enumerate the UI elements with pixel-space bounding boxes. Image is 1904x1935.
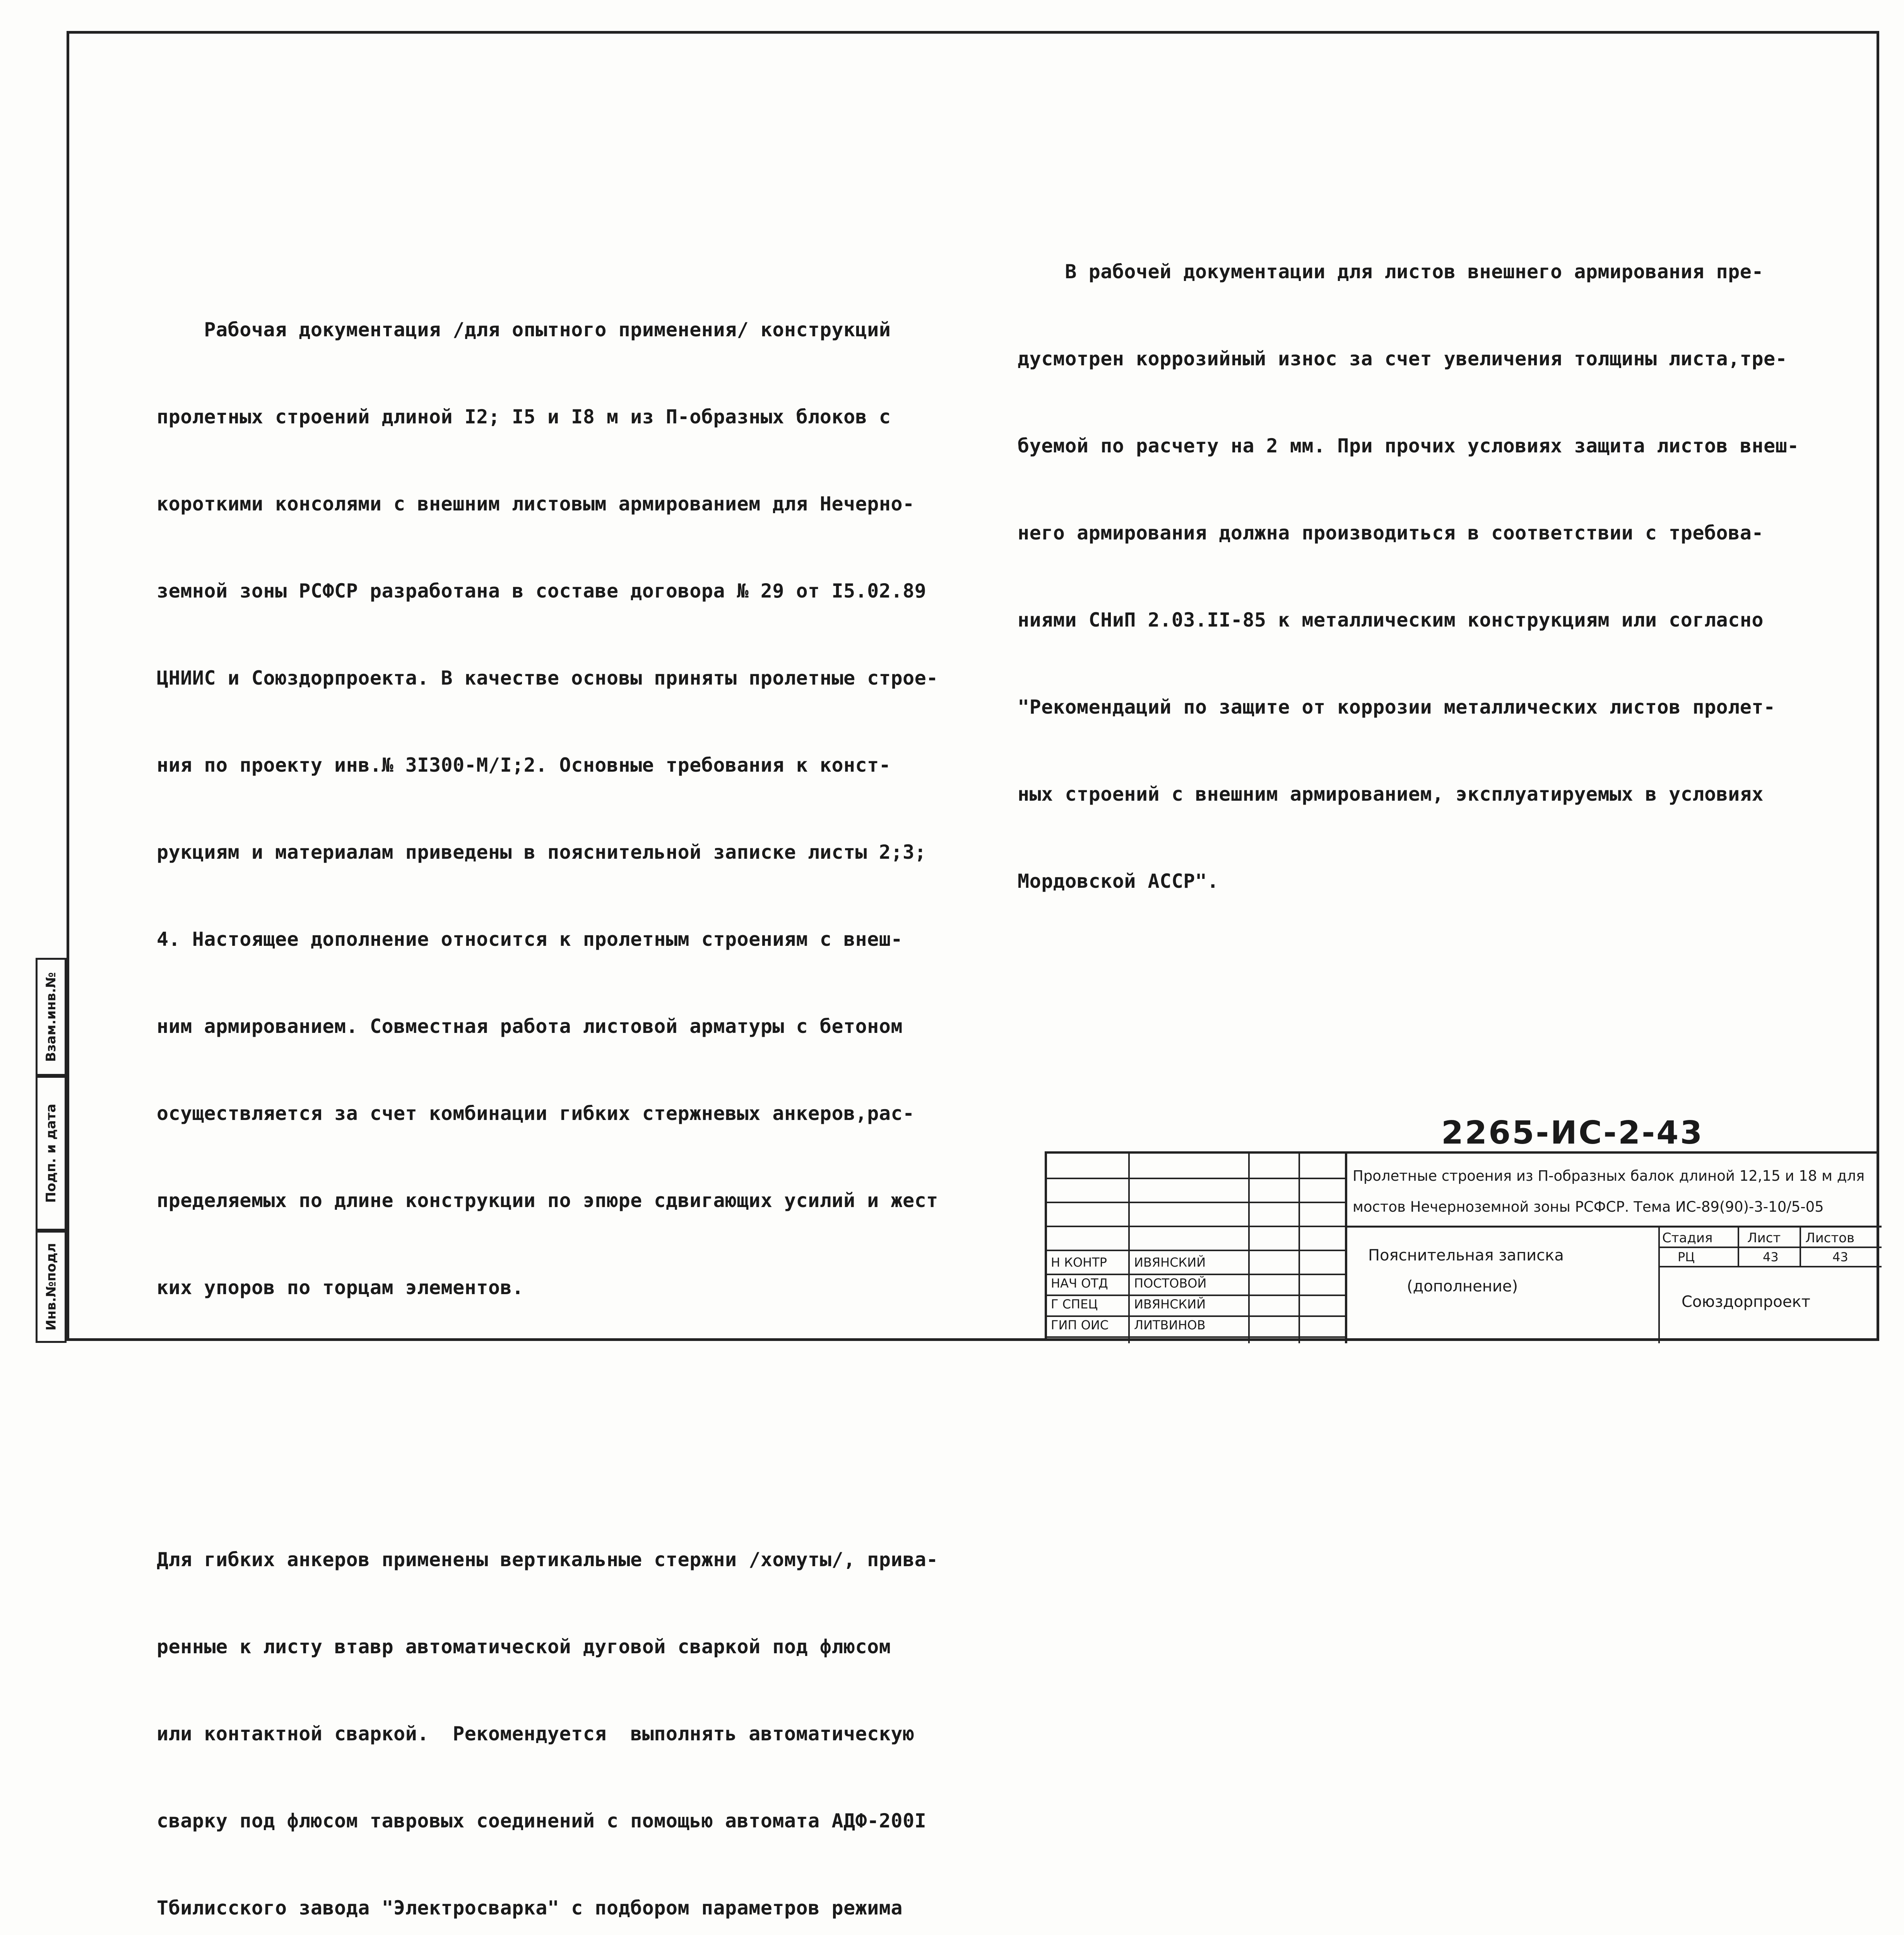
side-stamp-inventory bbox=[36, 1231, 67, 1343]
side-stamp-label: Инв.№подл bbox=[43, 1243, 59, 1331]
text-line: ЦНИИС и Союздорпроекта. В качестве основы приняты пролетные строе- bbox=[157, 667, 938, 689]
text-line: сварку под флюсом тавровых соединений с помощью автомата АДФ-200I bbox=[157, 1810, 927, 1832]
sheets-value: 43 bbox=[1832, 1250, 1848, 1264]
text-line: буемой по расчету на 2 мм. При прочих условиях защита листов внеш- bbox=[1018, 435, 1799, 457]
person-name: ЛИТВИНОВ bbox=[1134, 1318, 1206, 1332]
paragraph-1 bbox=[157, 257, 938, 1360]
role-label: Н КОНТР bbox=[1051, 1255, 1107, 1270]
side-stamp-replacement bbox=[36, 958, 67, 1076]
text-line: ренные к листу втавр автоматической дуговой сваркой под флюсом bbox=[157, 1635, 891, 1658]
paragraph-2 bbox=[157, 1487, 938, 1935]
text-line: осуществляется за счет комбинации гибких стержневых анкеров,рас- bbox=[157, 1102, 915, 1125]
role-label: ГИП ОИС bbox=[1051, 1318, 1109, 1332]
text-line: ния по проекту инв.№ 3I300-М/I;2. Основные требования к конст- bbox=[157, 754, 891, 776]
right-text-column bbox=[1018, 199, 1799, 925]
sheet-value: 43 bbox=[1763, 1250, 1779, 1264]
text-line: дусмотрен коррозийный износ за счет увеличения толщины листа,тре- bbox=[1018, 348, 1788, 370]
text-line: ных строений с внешним армированием, эксплуатируемых в условиях bbox=[1018, 783, 1764, 805]
sheet-subtitle: (дополнение) bbox=[1407, 1277, 1518, 1295]
stage-value: РЦ bbox=[1678, 1250, 1695, 1264]
person-name: ПОСТОВОЙ bbox=[1134, 1276, 1207, 1291]
project-title bbox=[1353, 1161, 1865, 1223]
title-block-stamp bbox=[1045, 1151, 1879, 1341]
text-line: рукциям и материалам приведены в пояснительной записке листы 2;3; bbox=[157, 841, 927, 863]
text-line: пределяемых по длине конструкции по эпюре сдвигающих усилий и жест bbox=[157, 1189, 938, 1212]
text-line: или контактной сваркой. Рекомендуется выполнять автоматическую bbox=[157, 1723, 915, 1745]
text-line: земной зоны РСФСР разработана в составе договора № 29 от I5.02.89 bbox=[157, 580, 927, 602]
stage-header: Стадия bbox=[1662, 1230, 1713, 1246]
organization-name: Союздорпроект bbox=[1682, 1293, 1810, 1311]
sheets-header: Листов bbox=[1805, 1230, 1855, 1246]
side-stamp-label: Подп. и дата bbox=[43, 1103, 59, 1203]
text-line: 4. Настоящее дополнение относится к пролетным строениям с внеш- bbox=[157, 928, 903, 950]
text-line: ких упоров по торцам элементов. bbox=[157, 1276, 524, 1299]
text-line: Для гибких анкеров применены вертикальные стержни /хомуты/, прива- bbox=[157, 1548, 938, 1571]
sheet-title: Пояснительная записка bbox=[1368, 1247, 1564, 1264]
text-line: него армирования должна производиться в соответствии с требова- bbox=[1018, 522, 1764, 544]
project-title-line: мостов Нечерноземной зоны РСФСР. Тема ИС-89(90)-3-10/5-05 bbox=[1353, 1199, 1824, 1215]
project-title-line: Пролетные строения из П-образных балок длиной 12,15 и 18 м для bbox=[1353, 1168, 1865, 1184]
role-label: НАЧ ОТД bbox=[1051, 1276, 1108, 1291]
person-name: ИВЯНСКИЙ bbox=[1134, 1297, 1206, 1312]
text-line: короткими консолями с внешним листовым армированием для Нечерно- bbox=[157, 493, 915, 515]
text-line: "Рекомендаций по защите от коррозии металлических листов пролет- bbox=[1018, 696, 1776, 718]
text-line: В рабочей документации для листов внешнего армирования пре- bbox=[1018, 260, 1764, 283]
text-line: Тбилисского завода "Электросварка" с подбором параметров режима bbox=[157, 1897, 903, 1919]
left-text-column bbox=[157, 199, 938, 1935]
text-line: ниями СНиП 2.03.II-85 к металлическим конструкциям или согласно bbox=[1018, 609, 1764, 631]
text-line: ним армированием. Совместная работа листовой арматуры с бетоном bbox=[157, 1015, 903, 1038]
side-stamp-label: Взам.инв.№ bbox=[43, 972, 59, 1062]
role-label: Г СПЕЦ bbox=[1051, 1297, 1098, 1312]
text-line: Мордовской АССР". bbox=[1018, 870, 1219, 892]
text-line: Рабочая документация /для опытного применения/ конструкций bbox=[157, 319, 891, 341]
sheet-header: Лист bbox=[1747, 1230, 1781, 1246]
side-stamp-signature bbox=[36, 1076, 67, 1231]
text-line: пролетных строений длиной I2; I5 и I8 м из П-образных блоков с bbox=[157, 406, 891, 428]
person-name: ИВЯНСКИЙ bbox=[1134, 1255, 1206, 1270]
document-code: 2265-ИС-2-43 bbox=[1441, 1115, 1704, 1151]
